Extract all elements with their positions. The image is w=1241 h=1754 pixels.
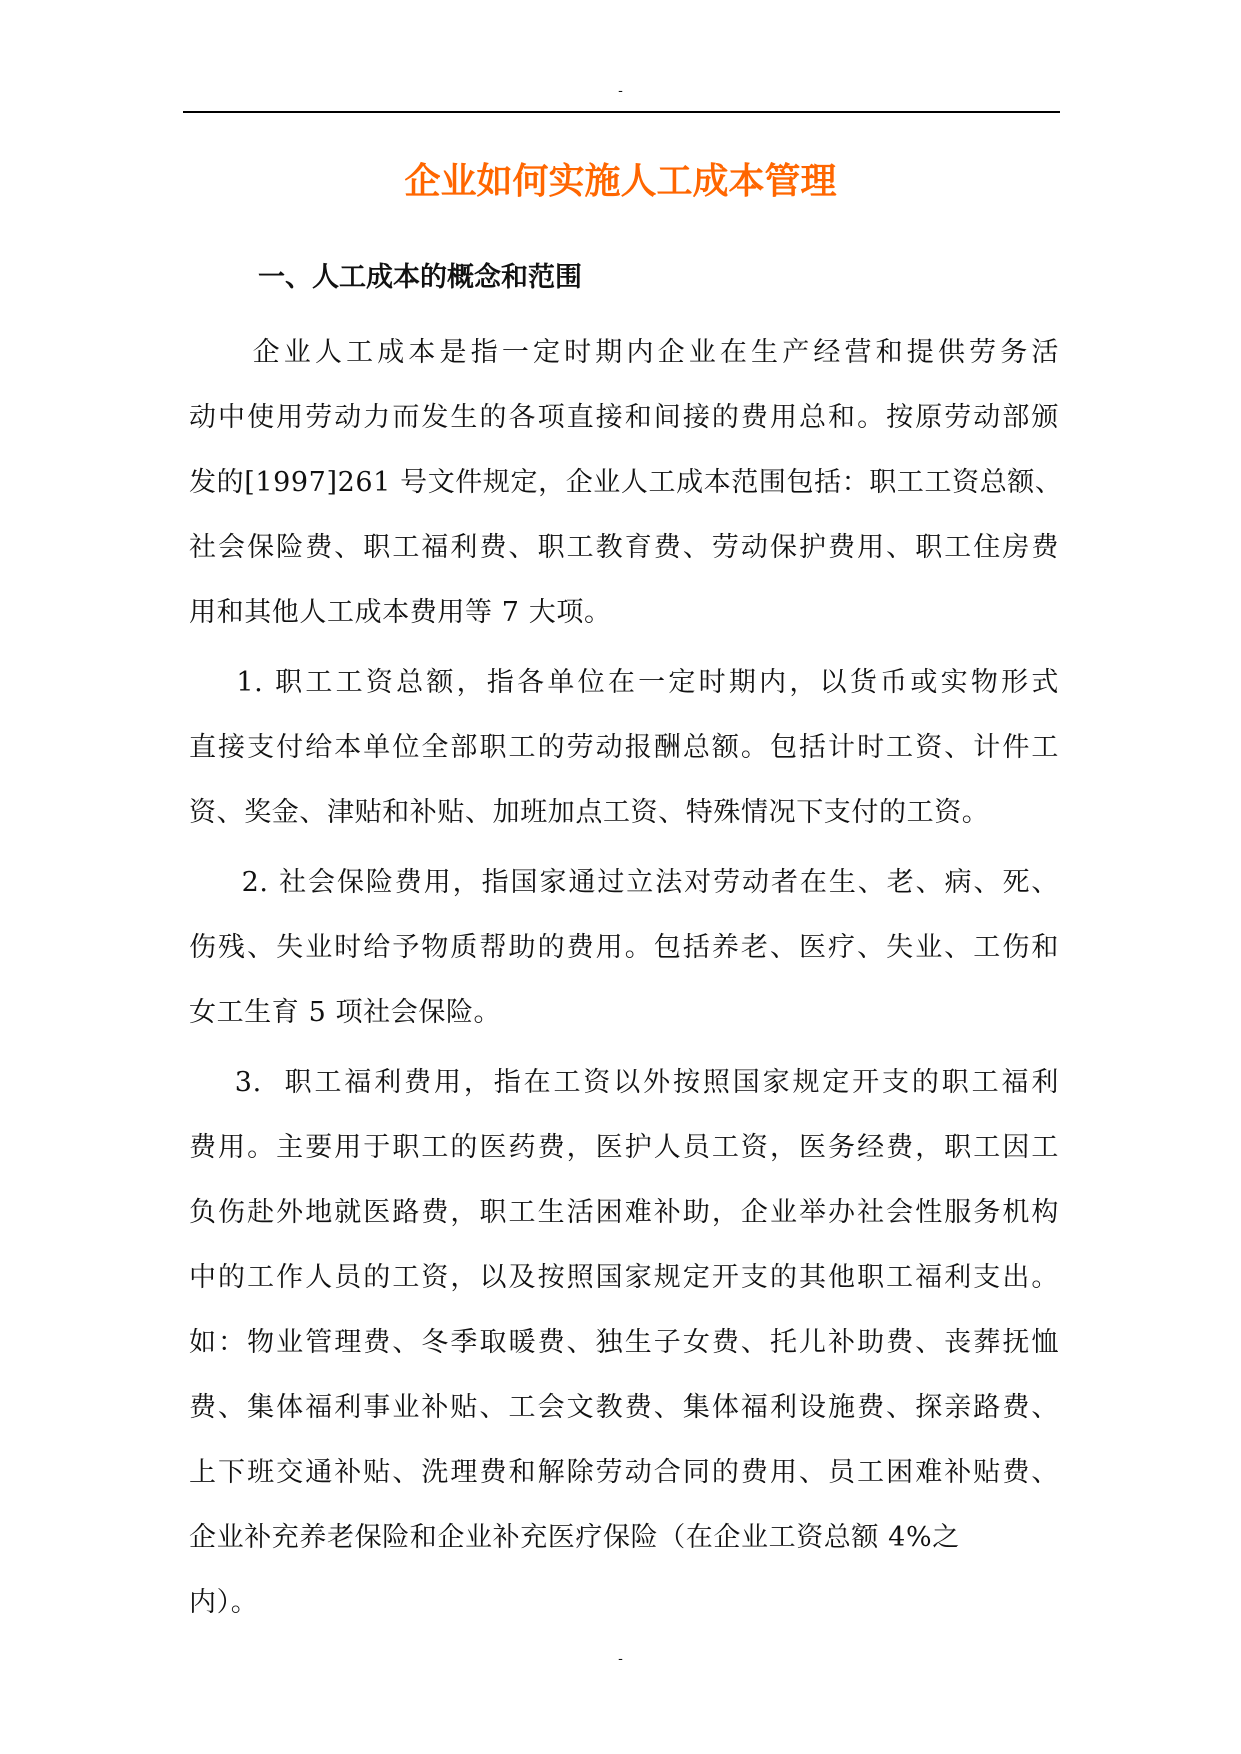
text-line: 内）。 — [189, 1587, 259, 1618]
text-line: 企业人工成本是指一定时期内企业在生产经营和提供劳务活 — [189, 337, 1059, 368]
text-line: 直接支付给本单位全部职工的劳动报酬总额。包括计时工资、计件工 — [189, 732, 1059, 763]
text-line: 动中使用劳动力而发生的各项直接和间接的费用总和。按原劳动部颁 — [189, 402, 1059, 433]
text-line: 女工生育 5 项社会保险。 — [189, 997, 502, 1028]
text-line: 费、集体福利事业补贴、工会文教费、集体福利设施费、探亲路费、 — [189, 1392, 1059, 1423]
paragraph-welfare — [189, 1050, 1059, 1635]
document-body — [189, 320, 1063, 1640]
paragraph-definition — [189, 320, 1063, 645]
text-line: 上下班交通补贴、洗理费和解除劳动合同的费用、员工困难补贴费、 — [189, 1457, 1059, 1488]
text-line: 发的[1997]261 号文件规定，企业人工成本范围包括：职工工资总额、 — [189, 467, 1063, 498]
text-line: 如：物业管理费、冬季取暖费、独生子女费、托儿补助费、丧葬抚恤 — [189, 1327, 1059, 1358]
text-line: 企业补充养老保险和企业补充医疗保险（在企业工资总额 4%之 — [189, 1522, 960, 1553]
paragraph-wages — [189, 650, 1059, 845]
text-line: 社会保险费、职工福利费、职工教育费、劳动保护费用、职工住房费 — [189, 532, 1059, 563]
section-heading: 一、人工成本的概念和范围 — [258, 262, 582, 293]
header-mark: - — [618, 83, 623, 99]
text-line: 3. 职工福利费用，指在工资以外按照国家规定开支的职工福利 — [189, 1067, 1059, 1098]
document-title: 企业如何实施人工成本管理 — [404, 161, 837, 202]
text-line: 用和其他人工成本费用等 7 大项。 — [189, 597, 612, 628]
text-line: 伤残、失业时给予物质帮助的费用。包括养老、医疗、失业、工伤和 — [189, 932, 1059, 963]
footer-mark: - — [618, 1651, 623, 1667]
text-line: 资、奖金、津贴和补贴、加班加点工资、特殊情况下支付的工资。 — [189, 797, 990, 828]
text-line: 负伤赴外地就医路费，职工生活困难补助，企业举办社会性服务机构 — [189, 1197, 1059, 1228]
text-line: 1. 职工工资总额，指各单位在一定时期内，以货币或实物形式 — [189, 667, 1059, 698]
header-rule — [183, 111, 1060, 113]
text-line: 2. 社会保险费用，指国家通过立法对劳动者在生、老、病、死、 — [189, 867, 1059, 898]
text-line: 费用。主要用于职工的医药费，医护人员工资，医务经费，职工因工 — [189, 1132, 1059, 1163]
text-line: 中的工作人员的工资，以及按照国家规定开支的其他职工福利支出。 — [189, 1262, 1059, 1293]
paragraph-social-insurance — [189, 850, 1059, 1045]
